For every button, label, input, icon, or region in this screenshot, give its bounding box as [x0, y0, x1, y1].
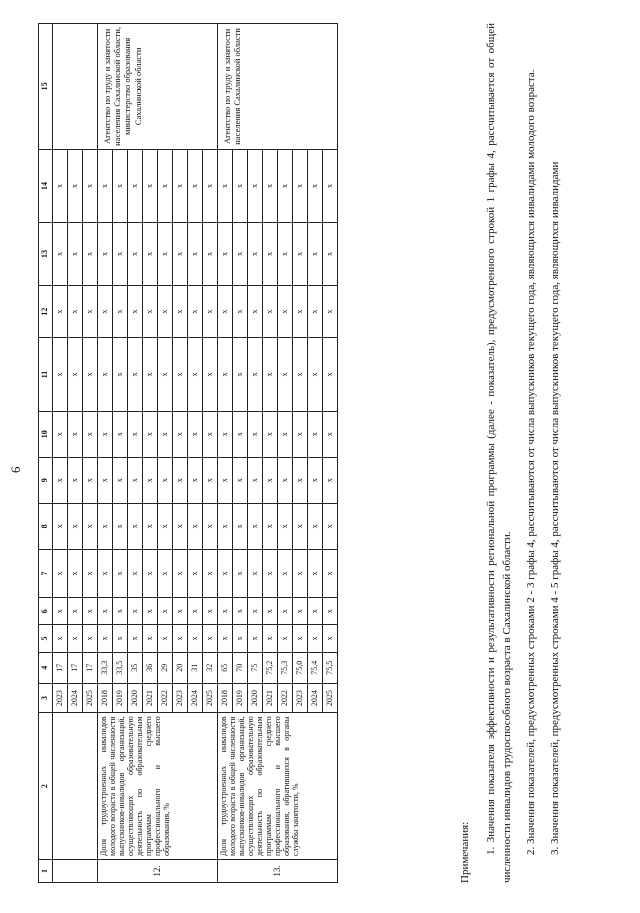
year-cell: 2024 [308, 683, 323, 712]
cross-cell: x [233, 285, 248, 337]
cross-cell: x [143, 338, 158, 411]
year-cell: 2018 [218, 683, 233, 712]
column-header: 1 [39, 859, 53, 882]
cross-cell: x [308, 457, 323, 503]
column-header: 13 [39, 223, 53, 286]
value-cell: 29 [158, 652, 173, 683]
year-cell: 2024 [188, 683, 203, 712]
year-cell: 2020 [248, 683, 263, 712]
cross-cell: x [173, 285, 188, 337]
cross-cell: x [218, 625, 233, 652]
cross-cell: x [263, 457, 278, 503]
cross-cell: x [128, 338, 143, 411]
cross-cell: x [98, 625, 113, 652]
year-cell: 2023 [173, 683, 188, 712]
cross-cell: x [248, 598, 263, 625]
year-cell: 2019 [113, 683, 128, 712]
cross-cell: x [203, 285, 218, 337]
cross-cell: x [203, 411, 218, 457]
cross-cell: x [128, 149, 143, 222]
column-header: 3 [39, 683, 53, 712]
cross-cell: x [218, 411, 233, 457]
cross-cell: x [128, 549, 143, 597]
cross-cell: x [278, 457, 293, 503]
cross-cell: x [53, 223, 68, 286]
cross-cell: x [278, 411, 293, 457]
column-header: 8 [39, 503, 53, 549]
note-3: 3. Значения показателей, предусмотренных строками 4 - 5 графы 4, рассчитываются от числа выпускников текущего года, являющихся инвалидами [548, 161, 561, 855]
cross-cell: x [83, 457, 98, 503]
cross-cell: x [263, 149, 278, 222]
cross-cell: x [53, 503, 68, 549]
year-cell: 2018 [98, 683, 113, 712]
cross-cell: x [83, 223, 98, 286]
value-cell: 31 [188, 652, 203, 683]
cross-cell: x [83, 598, 98, 625]
cross-cell: x [128, 503, 143, 549]
notes-section [458, 23, 572, 883]
cross-cell: x [68, 149, 83, 222]
cross-cell: x [308, 598, 323, 625]
cross-cell: x [218, 149, 233, 222]
row-number-cell: 12. [98, 859, 218, 882]
cross-cell: x [263, 285, 278, 337]
cross-cell: x [203, 625, 218, 652]
column-header: 7 [39, 549, 53, 597]
cross-cell: x [278, 149, 293, 222]
cross-cell: x [218, 549, 233, 597]
cross-cell: x [233, 411, 248, 457]
cross-cell: x [248, 549, 263, 597]
cross-cell: x [113, 457, 128, 503]
cross-cell: x [188, 549, 203, 597]
cross-cell: x [248, 625, 263, 652]
cross-cell: x [308, 285, 323, 337]
note-2: 2. Значения показателей, предусмотренных строками 2 - 3 графы 4, рассчитываются от числа выпускников текущего года, являющихся инвалидами молодого возраста. [524, 69, 537, 855]
table-row [53, 24, 68, 883]
cross-cell: x [98, 549, 113, 597]
year-cell: 2024 [68, 683, 83, 712]
indicator-cell [53, 713, 98, 860]
cross-cell: x [233, 338, 248, 411]
cross-cell: x [68, 338, 83, 411]
column-header: 11 [39, 338, 53, 411]
cross-cell: x [248, 411, 263, 457]
cross-cell: x [278, 285, 293, 337]
column-header: 15 [39, 24, 53, 150]
cross-cell: x [188, 285, 203, 337]
cross-cell: x [308, 503, 323, 549]
cross-cell: x [113, 625, 128, 652]
cross-cell: x [113, 411, 128, 457]
cross-cell: x [113, 285, 128, 337]
cross-cell: x [323, 598, 338, 625]
cross-cell: x [248, 149, 263, 222]
executor-cell [53, 24, 98, 150]
value-cell: 75,5 [323, 652, 338, 683]
year-cell: 2021 [263, 683, 278, 712]
cross-cell: x [98, 457, 113, 503]
value-cell: 70 [233, 652, 248, 683]
cross-cell: x [233, 457, 248, 503]
cross-cell: x [188, 149, 203, 222]
cross-cell: x [188, 625, 203, 652]
cross-cell: x [233, 549, 248, 597]
cross-cell: x [188, 338, 203, 411]
cross-cell: x [158, 338, 173, 411]
value-cell: 65 [218, 652, 233, 683]
year-cell: 2023 [293, 683, 308, 712]
cross-cell: x [68, 598, 83, 625]
cross-cell: x [173, 625, 188, 652]
cross-cell: x [83, 285, 98, 337]
value-cell: 75,4 [308, 652, 323, 683]
column-header: 4 [39, 652, 53, 683]
cross-cell: x [203, 598, 218, 625]
cross-cell: x [68, 457, 83, 503]
cross-cell: x [158, 411, 173, 457]
cross-cell: x [113, 223, 128, 286]
cross-cell: x [278, 503, 293, 549]
cross-cell: x [113, 598, 128, 625]
cross-cell: x [173, 223, 188, 286]
cross-cell: x [173, 411, 188, 457]
cross-cell: x [68, 285, 83, 337]
value-cell: 33,3 [98, 652, 113, 683]
cross-cell: x [53, 338, 68, 411]
indicator-cell: Доля трудоустроенных инвалидов молодого возраста в общей численности выпускников-инвалидов организаций, осуществляющих образовательную деятельность по образовательным программам среднего профессионального и высшего образования, обратившихся в органы службы занятости, % [218, 713, 338, 860]
cross-cell: x [263, 338, 278, 411]
cross-cell: x [113, 149, 128, 222]
cross-cell: x [53, 149, 68, 222]
value-cell: 75 [248, 652, 263, 683]
cross-cell: x [293, 223, 308, 286]
cross-cell: x [233, 149, 248, 222]
cross-cell: x [53, 411, 68, 457]
column-header: 14 [39, 149, 53, 222]
column-header: 2 [39, 713, 53, 860]
cross-cell: x [278, 625, 293, 652]
notes-title: Примечания: [459, 821, 471, 883]
column-header: 5 [39, 625, 53, 652]
cross-cell: x [113, 503, 128, 549]
value-cell: 33,5 [113, 652, 128, 683]
cross-cell: x [218, 503, 233, 549]
cross-cell: x [188, 411, 203, 457]
cross-cell: x [293, 457, 308, 503]
cross-cell: x [233, 625, 248, 652]
cross-cell: x [83, 411, 98, 457]
value-cell: 35 [128, 652, 143, 683]
cross-cell: x [158, 598, 173, 625]
cross-cell: x [143, 411, 158, 457]
cross-cell: x [143, 457, 158, 503]
year-cell: 2025 [323, 683, 338, 712]
cross-cell: x [323, 149, 338, 222]
cross-cell: x [83, 149, 98, 222]
cross-cell: x [308, 149, 323, 222]
cross-cell: x [233, 598, 248, 625]
cross-cell: x [143, 625, 158, 652]
cross-cell: x [233, 223, 248, 286]
cross-cell: x [308, 338, 323, 411]
cross-cell: x [308, 625, 323, 652]
cross-cell: x [248, 223, 263, 286]
cross-cell: x [173, 338, 188, 411]
table-row [218, 24, 233, 883]
cross-cell: x [128, 285, 143, 337]
value-cell: 36 [143, 652, 158, 683]
value-cell: 32 [203, 652, 218, 683]
value-cell: 20 [173, 652, 188, 683]
cross-cell: x [218, 223, 233, 286]
cross-cell: x [323, 457, 338, 503]
cross-cell: x [263, 503, 278, 549]
cross-cell: x [128, 625, 143, 652]
cross-cell: x [278, 223, 293, 286]
cross-cell: x [83, 338, 98, 411]
cross-cell: x [263, 223, 278, 286]
cross-cell: x [143, 223, 158, 286]
executor-cell: Агентство по труду и занятости населения Сахалинской области [218, 24, 338, 150]
value-cell: 75,0 [293, 652, 308, 683]
cross-cell: x [248, 285, 263, 337]
cross-cell: x [203, 223, 218, 286]
cross-cell: x [53, 625, 68, 652]
year-cell: 2025 [203, 683, 218, 712]
cross-cell: x [323, 223, 338, 286]
year-cell: 2023 [53, 683, 68, 712]
cross-cell: x [173, 149, 188, 222]
indicator-cell: Доля трудоустроенных инвалидов молодого возраста в общей численности выпускников-инвалидов организаций, осуществляющих образовательную деятельность по образовательным программам среднего профессионального и высшего образования, % [98, 713, 218, 860]
cross-cell: x [173, 549, 188, 597]
cross-cell: x [53, 549, 68, 597]
cross-cell: x [248, 457, 263, 503]
cross-cell: x [113, 338, 128, 411]
cross-cell: x [203, 338, 218, 411]
cross-cell: x [293, 149, 308, 222]
cross-cell: x [293, 549, 308, 597]
indicators-table [38, 23, 338, 883]
value-cell: 17 [83, 652, 98, 683]
cross-cell: x [218, 598, 233, 625]
cross-cell: x [203, 457, 218, 503]
cross-cell: x [203, 503, 218, 549]
cross-cell: x [98, 503, 113, 549]
row-number-cell [53, 859, 98, 882]
cross-cell: x [263, 549, 278, 597]
column-header: 9 [39, 457, 53, 503]
cross-cell: x [68, 549, 83, 597]
cross-cell: x [113, 549, 128, 597]
cross-cell: x [188, 457, 203, 503]
cross-cell: x [143, 149, 158, 222]
cross-cell: x [158, 457, 173, 503]
cross-cell: x [173, 503, 188, 549]
cross-cell: x [128, 457, 143, 503]
cross-cell: x [68, 223, 83, 286]
cross-cell: x [203, 149, 218, 222]
cross-cell: x [158, 223, 173, 286]
page-number: 6 [8, 466, 23, 473]
year-cell: 2021 [143, 683, 158, 712]
cross-cell: x [68, 411, 83, 457]
cross-cell: x [278, 338, 293, 411]
cross-cell: x [323, 285, 338, 337]
cross-cell: x [98, 149, 113, 222]
cross-cell: x [278, 598, 293, 625]
table-row [98, 24, 113, 883]
cross-cell: x [158, 285, 173, 337]
year-cell: 2019 [233, 683, 248, 712]
cross-cell: x [233, 503, 248, 549]
cross-cell: x [53, 457, 68, 503]
cross-cell: x [263, 625, 278, 652]
cross-cell: x [128, 598, 143, 625]
cross-cell: x [218, 457, 233, 503]
cross-cell: x [68, 625, 83, 652]
cross-cell: x [158, 549, 173, 597]
cross-cell: x [188, 598, 203, 625]
cross-cell: x [293, 598, 308, 625]
cross-cell: x [53, 598, 68, 625]
cross-cell: x [98, 338, 113, 411]
cross-cell: x [188, 223, 203, 286]
cross-cell: x [218, 338, 233, 411]
value-cell: 17 [68, 652, 83, 683]
cross-cell: x [158, 625, 173, 652]
cross-cell: x [98, 598, 113, 625]
cross-cell: x [323, 503, 338, 549]
cross-cell: x [293, 338, 308, 411]
year-cell: 2022 [278, 683, 293, 712]
cross-cell: x [308, 549, 323, 597]
year-cell: 2025 [83, 683, 98, 712]
cross-cell: x [173, 457, 188, 503]
cross-cell: x [248, 338, 263, 411]
year-cell: 2020 [128, 683, 143, 712]
cross-cell: x [188, 503, 203, 549]
cross-cell: x [53, 285, 68, 337]
cross-cell: x [158, 149, 173, 222]
cross-cell: x [323, 549, 338, 597]
cross-cell: x [203, 549, 218, 597]
year-cell: 2022 [158, 683, 173, 712]
cross-cell: x [98, 223, 113, 286]
cross-cell: x [143, 285, 158, 337]
table-header-row [39, 24, 53, 883]
cross-cell: x [263, 598, 278, 625]
cross-cell: x [293, 285, 308, 337]
cross-cell: x [278, 549, 293, 597]
cross-cell: x [83, 549, 98, 597]
cross-cell: x [143, 549, 158, 597]
value-cell: 17 [53, 652, 68, 683]
cross-cell: x [308, 223, 323, 286]
cross-cell: x [128, 223, 143, 286]
cross-cell: x [158, 503, 173, 549]
cross-cell: x [128, 411, 143, 457]
cross-cell: x [323, 625, 338, 652]
cross-cell: x [218, 285, 233, 337]
cross-cell: x [293, 503, 308, 549]
executor-cell: Агентство по труду и занятости населения Сахалинской области, министерство образования Сахалинской области [98, 24, 218, 150]
cross-cell: x [248, 503, 263, 549]
cross-cell: x [173, 598, 188, 625]
cross-cell: x [263, 411, 278, 457]
cross-cell: x [308, 411, 323, 457]
note-1: 1. Значения показателя эффективности и результативности региональной программы (далее - показатель), предусмотренного строкой 1 графы 4, рассчитывается от общей численности инвалидов трудоспособного возраста в Сахалинской области. [484, 23, 513, 883]
value-cell: 75,2 [263, 652, 278, 683]
cross-cell: x [143, 598, 158, 625]
cross-cell: x [98, 411, 113, 457]
column-header: 12 [39, 285, 53, 337]
cross-cell: x [68, 503, 83, 549]
column-header: 6 [39, 598, 53, 625]
cross-cell: x [293, 625, 308, 652]
cross-cell: x [83, 503, 98, 549]
value-cell: 75,3 [278, 652, 293, 683]
cross-cell: x [323, 411, 338, 457]
cross-cell: x [83, 625, 98, 652]
cross-cell: x [143, 503, 158, 549]
cross-cell: x [293, 411, 308, 457]
row-number-cell: 13. [218, 859, 338, 882]
column-header: 10 [39, 411, 53, 457]
cross-cell: x [323, 338, 338, 411]
cross-cell: x [98, 285, 113, 337]
